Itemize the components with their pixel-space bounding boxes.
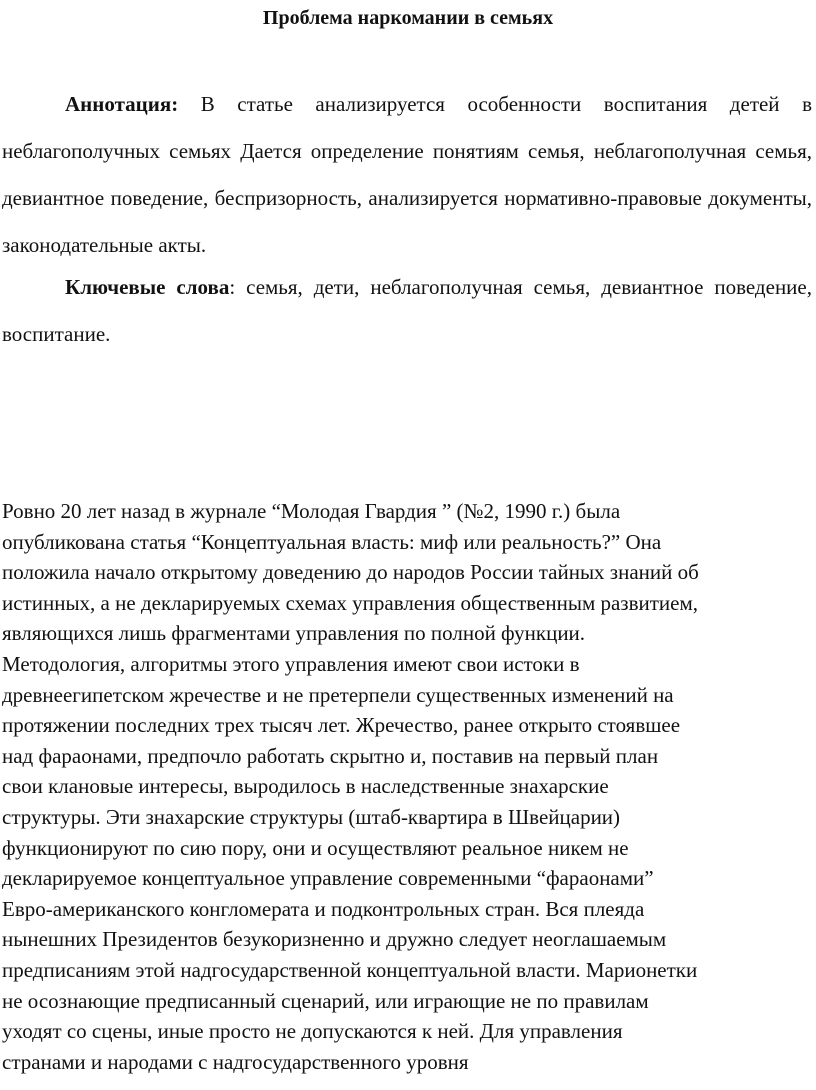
body-line: являющихся лишь фрагментами управления по полной функции. bbox=[2, 621, 586, 646]
abstract-text: В статье анализируется особенности воспитания детей в неблагополучных семьях Дается определение понятиям семья, неблагополучная семья, девиантное поведение, беспризорность, анализируется нормативно-правовые документы, законодательные акты. bbox=[2, 92, 812, 257]
keywords-text: семья, дети, неблагополучная семья, девиантное поведение, воспитание. bbox=[2, 275, 812, 346]
body-line: опубликована статья “Концептуальная власть: миф или реальность?” Она bbox=[2, 529, 662, 554]
body-line: функционируют по сию пору, они и осуществляют реальное никем не bbox=[2, 835, 629, 860]
body-line: нынешних Президентов безукоризненно и дружно следует неоглашаемым bbox=[2, 927, 667, 952]
body-line: не осознающие предписанный сценарий, или играющие не по правилам bbox=[2, 988, 649, 1013]
document-title: Проблема наркомании в семьях bbox=[262, 7, 554, 29]
keywords-paragraph bbox=[2, 264, 812, 358]
body-line: структуры. Эти знахарские структуры (штаб-квартира в Швейцарии) bbox=[2, 804, 621, 829]
body-line: странами и народами с надгосударственного уровня bbox=[2, 1049, 469, 1074]
body-line: предписаниям этой надгосударственной концептуальной власти. Марионетки bbox=[2, 957, 698, 982]
body-line: истинных, а не декларируемых схемах управления общественным развитием, bbox=[2, 590, 699, 615]
body-line: декларируемое концептуальное управление современными “фараонами” bbox=[2, 866, 654, 891]
body-line: Ровно 20 лет назад в журнале “Молодая Гвардия ” (№2, 1990 г.) была bbox=[2, 499, 621, 523]
body-line: над фараонами, предпочло работать скрытно и, поставив на первый план bbox=[2, 743, 659, 768]
abstract-paragraph bbox=[2, 81, 812, 269]
body-line: Методология, алгоритмы этого управления имеют свои истоки в bbox=[2, 651, 580, 676]
body-line: свои клановые интересы, выродилось в наследственные знахарские bbox=[2, 774, 609, 799]
body-line: положила начало открытому доведению до народов России тайных знаний об bbox=[2, 560, 699, 585]
abstract-label: Аннотация: bbox=[65, 92, 179, 116]
keywords-separator: : bbox=[229, 275, 236, 299]
keywords-label: Ключевые слова bbox=[65, 275, 230, 299]
body-line: уходят со сцены, иные просто не допускаются к ней. Для управления bbox=[2, 1019, 623, 1044]
body-line: Евро-американского конгломерата и подконтрольных стран. Вся плеяда bbox=[2, 896, 645, 921]
body-text bbox=[2, 496, 814, 1077]
body-line: древнеегипетском жречестве и не претерпели существенных изменений на bbox=[2, 682, 674, 707]
body-line: протяжении последних трех тысяч лет. Жречество, ранее открыто стоявшее bbox=[2, 713, 681, 738]
